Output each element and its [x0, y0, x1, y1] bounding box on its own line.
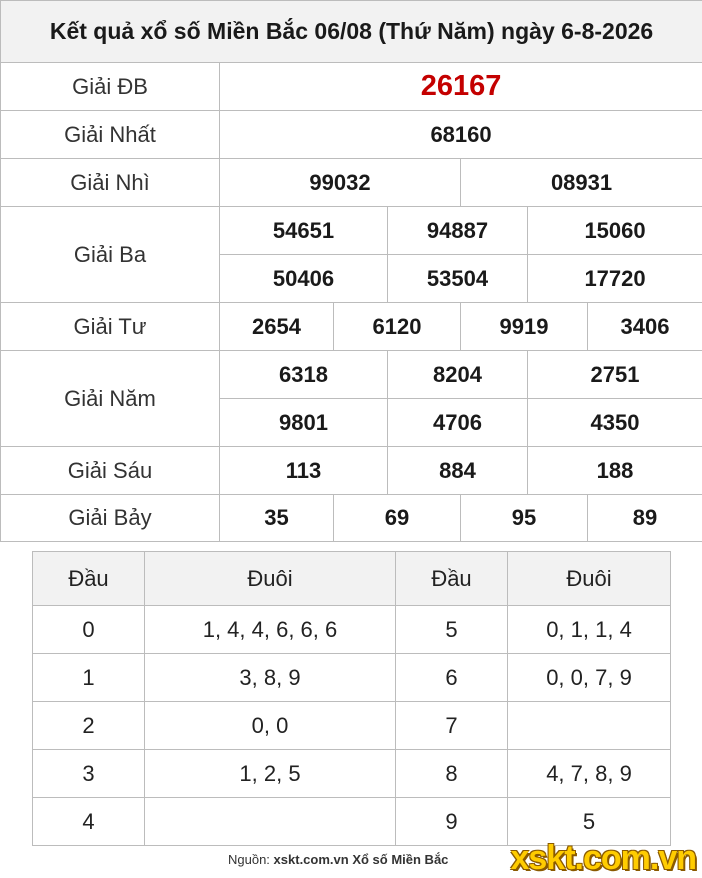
loto-tail: 0, 1, 1, 4 — [508, 606, 671, 654]
prize-label-sau: Giải Sáu — [1, 447, 220, 495]
loto-head-label: Đầu — [33, 552, 145, 606]
footer-prefix: Nguồn: — [228, 852, 274, 867]
loto-row — [33, 750, 671, 798]
loto-row — [33, 606, 671, 654]
footer-site-link[interactable]: xskt.com.vn — [273, 852, 349, 867]
prize-number: 08931 — [461, 159, 702, 207]
prize-label-nhat: Giải Nhất — [1, 111, 220, 159]
footer-site-name: Xổ số Miền Bắc — [352, 852, 449, 867]
loto-head: 7 — [396, 702, 508, 750]
prize-number: 6120 — [334, 303, 461, 351]
loto-tail: 4, 7, 8, 9 — [508, 750, 671, 798]
prize-number: 9919 — [461, 303, 588, 351]
loto-tail: 0, 0, 7, 9 — [508, 654, 671, 702]
prize-number: 53504 — [388, 255, 528, 303]
loto-tail: 3, 8, 9 — [145, 654, 396, 702]
prize-label-ba: Giải Ba — [1, 207, 220, 303]
loto-head: 4 — [33, 798, 145, 846]
prize-number: 17720 — [528, 255, 702, 303]
prize-number: 69 — [334, 495, 461, 542]
prize-number: 884 — [388, 447, 528, 495]
prize-label-tu: Giải Tư — [1, 303, 220, 351]
loto-head: 5 — [396, 606, 508, 654]
loto-head: 0 — [33, 606, 145, 654]
loto-head: 3 — [33, 750, 145, 798]
prize-number: 113 — [220, 447, 388, 495]
loto-tail-label: Đuôi — [508, 552, 671, 606]
prize-number: 2751 — [528, 351, 702, 399]
loto-head: 8 — [396, 750, 508, 798]
prize-number: 35 — [220, 495, 334, 542]
prize-number: 8204 — [388, 351, 528, 399]
loto-tail: 5 — [508, 798, 671, 846]
prize-number: 94887 — [388, 207, 528, 255]
prize-number: 50406 — [220, 255, 388, 303]
prize-number: 54651 — [220, 207, 388, 255]
prize-label-nhi: Giải Nhì — [1, 159, 220, 207]
special-prize-number: 26167 — [220, 63, 702, 111]
prize-number: 2654 — [220, 303, 334, 351]
prize-label-nam: Giải Năm — [1, 351, 220, 447]
loto-tail: 0, 0 — [145, 702, 396, 750]
loto-table — [32, 551, 671, 846]
loto-head: 2 — [33, 702, 145, 750]
loto-head-label: Đầu — [396, 552, 508, 606]
loto-head: 6 — [396, 654, 508, 702]
loto-head: 9 — [396, 798, 508, 846]
source-footer — [228, 852, 448, 867]
prize-number: 99032 — [220, 159, 461, 207]
prize-number: 15060 — [528, 207, 702, 255]
prize-number: 4706 — [388, 399, 528, 447]
loto-tail-label: Đuôi — [145, 552, 396, 606]
loto-tail — [508, 702, 671, 750]
loto-row — [33, 702, 671, 750]
loto-row — [33, 654, 671, 702]
loto-tail: 1, 4, 4, 6, 6, 6 — [145, 606, 396, 654]
prize-label-db: Giải ĐB — [1, 63, 220, 111]
page-title: Kết quả xổ số Miền Bắc 06/08 (Thứ Năm) ngày 6-8-2026 — [1, 1, 702, 63]
prize-number: 9801 — [220, 399, 388, 447]
prize-number: 3406 — [588, 303, 702, 351]
prize-number: 6318 — [220, 351, 388, 399]
prize-number: 68160 — [220, 111, 702, 159]
loto-tail — [145, 798, 396, 846]
prize-number: 188 — [528, 447, 702, 495]
loto-head: 1 — [33, 654, 145, 702]
prize-number: 4350 — [528, 399, 702, 447]
loto-tail: 1, 2, 5 — [145, 750, 396, 798]
site-logo[interactable]: xskt.com.vn — [510, 839, 696, 877]
prize-number: 95 — [461, 495, 588, 542]
prize-number: 89 — [588, 495, 702, 542]
prize-label-bay: Giải Bảy — [1, 495, 220, 542]
